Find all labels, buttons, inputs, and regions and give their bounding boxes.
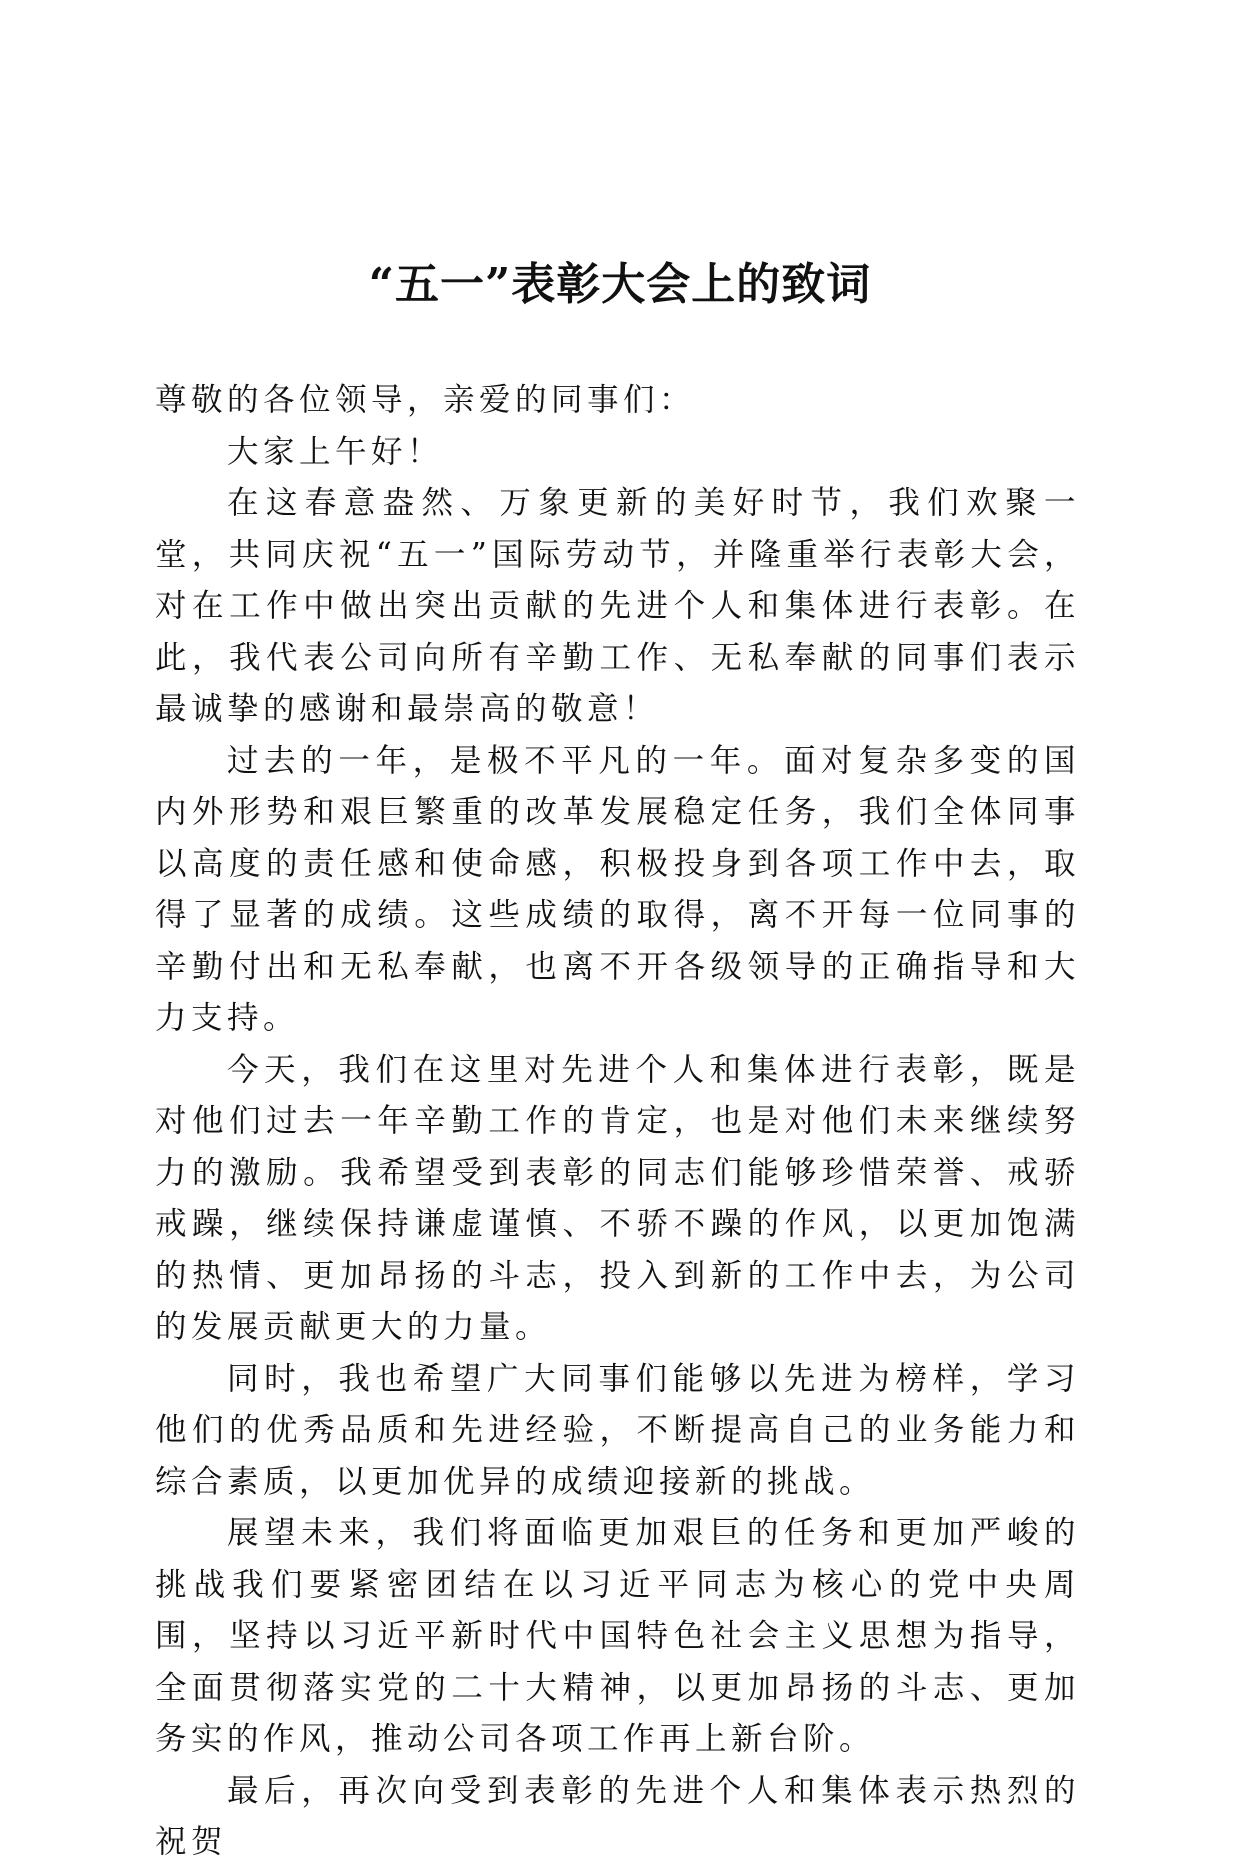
document-title: “五一”表彰大会上的致词 (368, 259, 872, 310)
paragraph-outlook: 展望未来，我们将面临更加艰巨的任务和更加严峻的挑战我们要紧密团结在以习近平同志为核心的党中央周围，坚持以习近平新时代中国特色社会主义思想为指导，全面贯彻落实党的二十大精神，以更加昂扬的斗志、更加务实的作风，推动公司各项工作再上新台阶。 (155, 1515, 1080, 1757)
paragraph-commendation: 今天，我们在这里对先进个人和集体进行表彰，既是对他们过去一年辛勤工作的肯定，也是对他们未来继续努力的激励。我希望受到表彰的同志们能够珍惜荣誉、戒骄戒躁，继续保持谦虚谨慎、不骄不躁的作风，以更加饱满的热情、更加昂扬的斗志，投入到新的工作中去，为公司的发展贡献更大的力量。 (155, 1051, 1080, 1345)
paragraph-encouragement: 同时，我也希望广大同事们能够以先进为榜样，学习他们的优秀品质和先进经验，不断提高自己的业务能力和综合素质，以更加优异的成绩迎接新的挑战。 (155, 1360, 1080, 1500)
paragraph-celebration: 在这春意盎然、万象更新的美好时节，我们欢聚一堂，共同庆祝“五一”国际劳动节，并隆重举行表彰大会，对在工作中做出突出贡献的先进个人和集体进行表彰。在此，我代表公司向所有辛勤工作、无私奉献的同事们表示最诚挚的感谢和最崇高的敬意！ (155, 485, 1080, 727)
paragraph-greeting: 大家上午好！ (227, 433, 444, 470)
paragraph-review: 过去的一年，是极不平凡的一年。面对复杂多变的国内外形势和艰巨繁重的改革发展稳定任务，我们全体同事以高度的责任感和使命感，积极投身到各项工作中去，取得了显著的成绩。这些成绩的取得，离不开每一位同事的辛勤付出和无私奉献，也离不开各级领导的正确指导和大力支持。 (155, 742, 1080, 1036)
paragraph-closing: 最后，再次向受到表彰的先进个人和集体表示热烈的祝贺 (155, 1772, 1080, 1860)
salutation: 尊敬的各位领导，亲爱的同事们： (155, 382, 696, 418)
document-body (155, 375, 1080, 1869)
